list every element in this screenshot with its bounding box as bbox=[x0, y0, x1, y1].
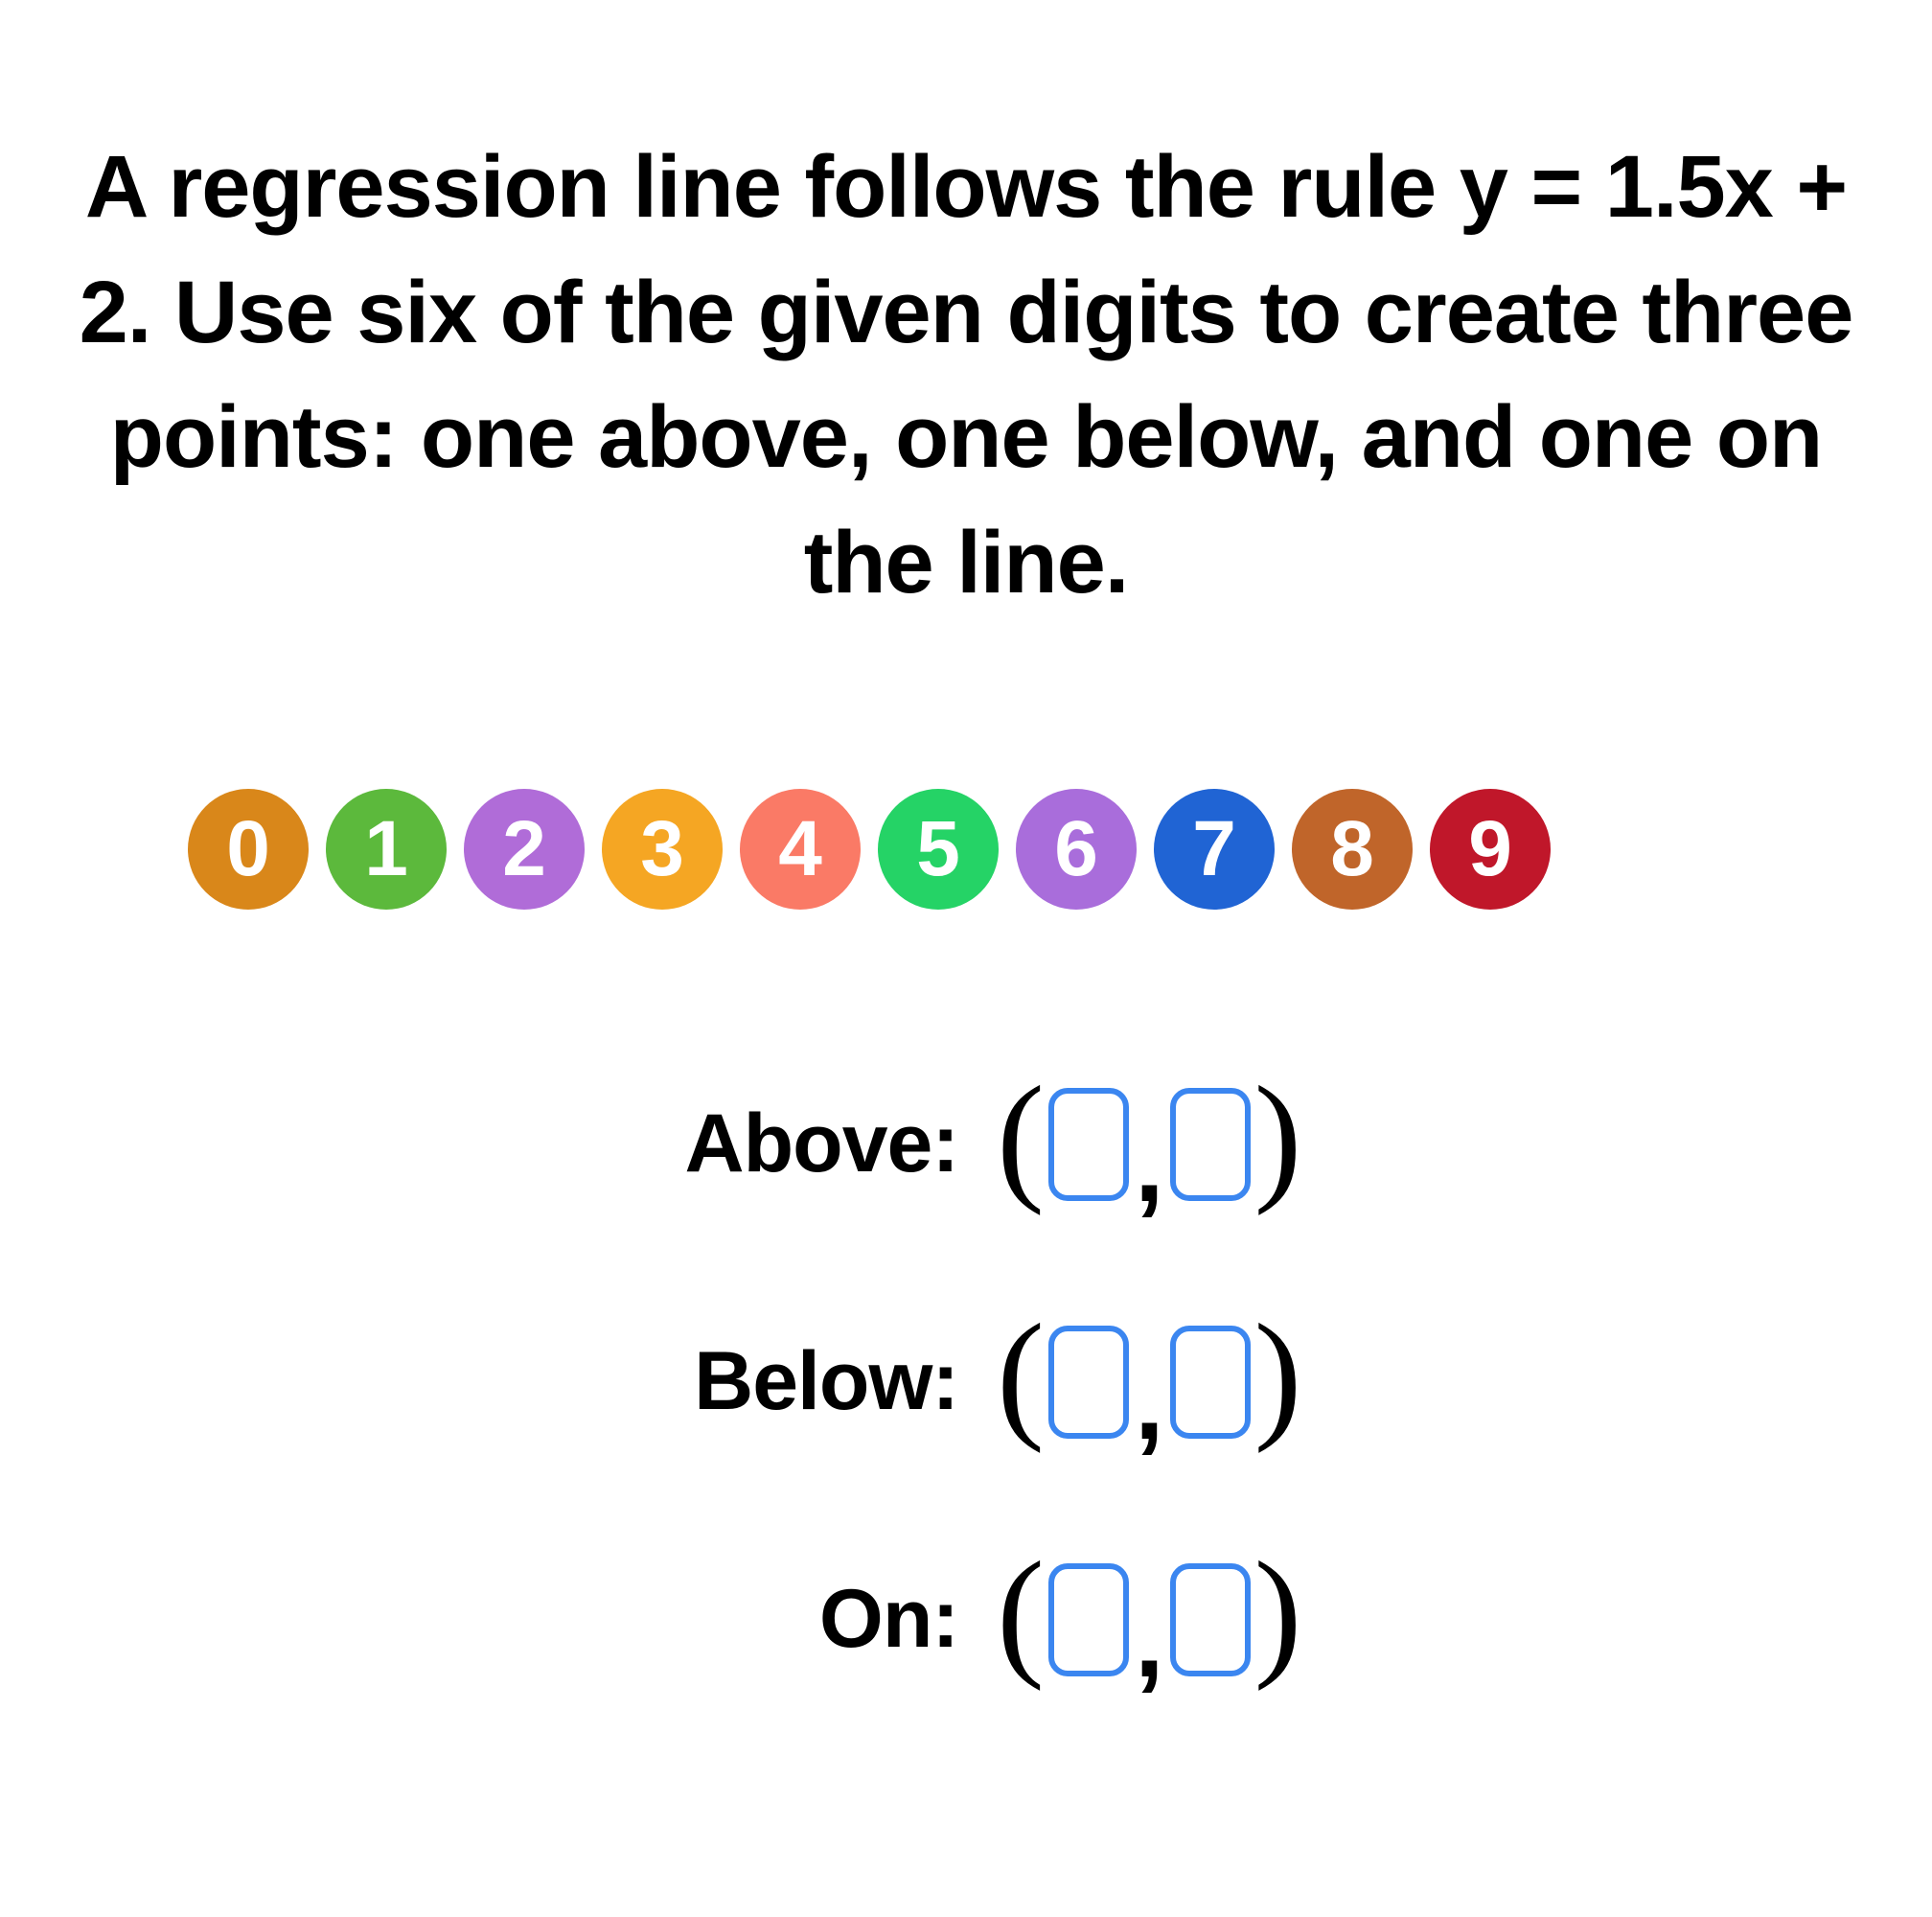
comma-separator: , bbox=[1134, 1343, 1164, 1462]
digit-chip-5[interactable] bbox=[878, 789, 999, 910]
digit-palette bbox=[0, 789, 1932, 910]
digit-chip-0[interactable] bbox=[188, 789, 309, 910]
question-prompt: A regression line follows the rule y = 1.5x + 2. Use six of the given digits to create three points: one above, one below, and one on the line. bbox=[79, 138, 1853, 612]
digit-chip-label: 1 bbox=[364, 804, 408, 892]
open-paren: ( bbox=[997, 1532, 1045, 1692]
close-paren: ) bbox=[1254, 1056, 1302, 1216]
digit-chip-label: 6 bbox=[1054, 804, 1098, 892]
coordinate-pair-below bbox=[997, 1294, 1302, 1462]
close-paren: ) bbox=[1254, 1532, 1302, 1692]
answer-label-above: Above: bbox=[684, 1097, 958, 1189]
above-y-slot[interactable] bbox=[1170, 1088, 1251, 1201]
close-paren: ) bbox=[1254, 1294, 1302, 1454]
digit-chip-label: 7 bbox=[1192, 804, 1236, 892]
digit-chip-8[interactable] bbox=[1292, 789, 1413, 910]
answer-section bbox=[0, 1053, 1932, 1711]
digit-chip-label: 4 bbox=[778, 804, 822, 892]
digit-chip-label: 8 bbox=[1330, 804, 1374, 892]
answer-row-above bbox=[0, 1053, 1932, 1236]
below-x-slot[interactable] bbox=[1048, 1326, 1129, 1439]
digit-chip-9[interactable] bbox=[1430, 789, 1551, 910]
answer-row-on bbox=[0, 1529, 1932, 1711]
comma-separator: , bbox=[1134, 1105, 1164, 1224]
on-x-slot[interactable] bbox=[1048, 1563, 1129, 1676]
on-y-slot[interactable] bbox=[1170, 1563, 1251, 1676]
digit-chip-label: 3 bbox=[640, 804, 684, 892]
digit-chip-4[interactable] bbox=[740, 789, 861, 910]
answer-label-below: Below: bbox=[694, 1335, 958, 1427]
digit-chip-3[interactable] bbox=[602, 789, 723, 910]
comma-separator: , bbox=[1134, 1581, 1164, 1699]
answer-label-on: On: bbox=[818, 1573, 958, 1665]
open-paren: ( bbox=[997, 1056, 1045, 1216]
coordinate-pair-on bbox=[997, 1532, 1302, 1699]
answer-row-below bbox=[0, 1291, 1932, 1473]
below-y-slot[interactable] bbox=[1170, 1326, 1251, 1439]
digit-chip-label: 5 bbox=[916, 804, 960, 892]
digit-chip-label: 9 bbox=[1468, 804, 1512, 892]
digit-chip-label: 2 bbox=[502, 804, 546, 892]
coordinate-pair-above bbox=[997, 1056, 1302, 1224]
above-x-slot[interactable] bbox=[1048, 1088, 1129, 1201]
digit-chip-1[interactable] bbox=[326, 789, 447, 910]
digit-chip-2[interactable] bbox=[464, 789, 585, 910]
digit-chip-6[interactable] bbox=[1016, 789, 1137, 910]
digit-chip-7[interactable] bbox=[1154, 789, 1275, 910]
open-paren: ( bbox=[997, 1294, 1045, 1454]
digit-chip-label: 0 bbox=[226, 804, 270, 892]
